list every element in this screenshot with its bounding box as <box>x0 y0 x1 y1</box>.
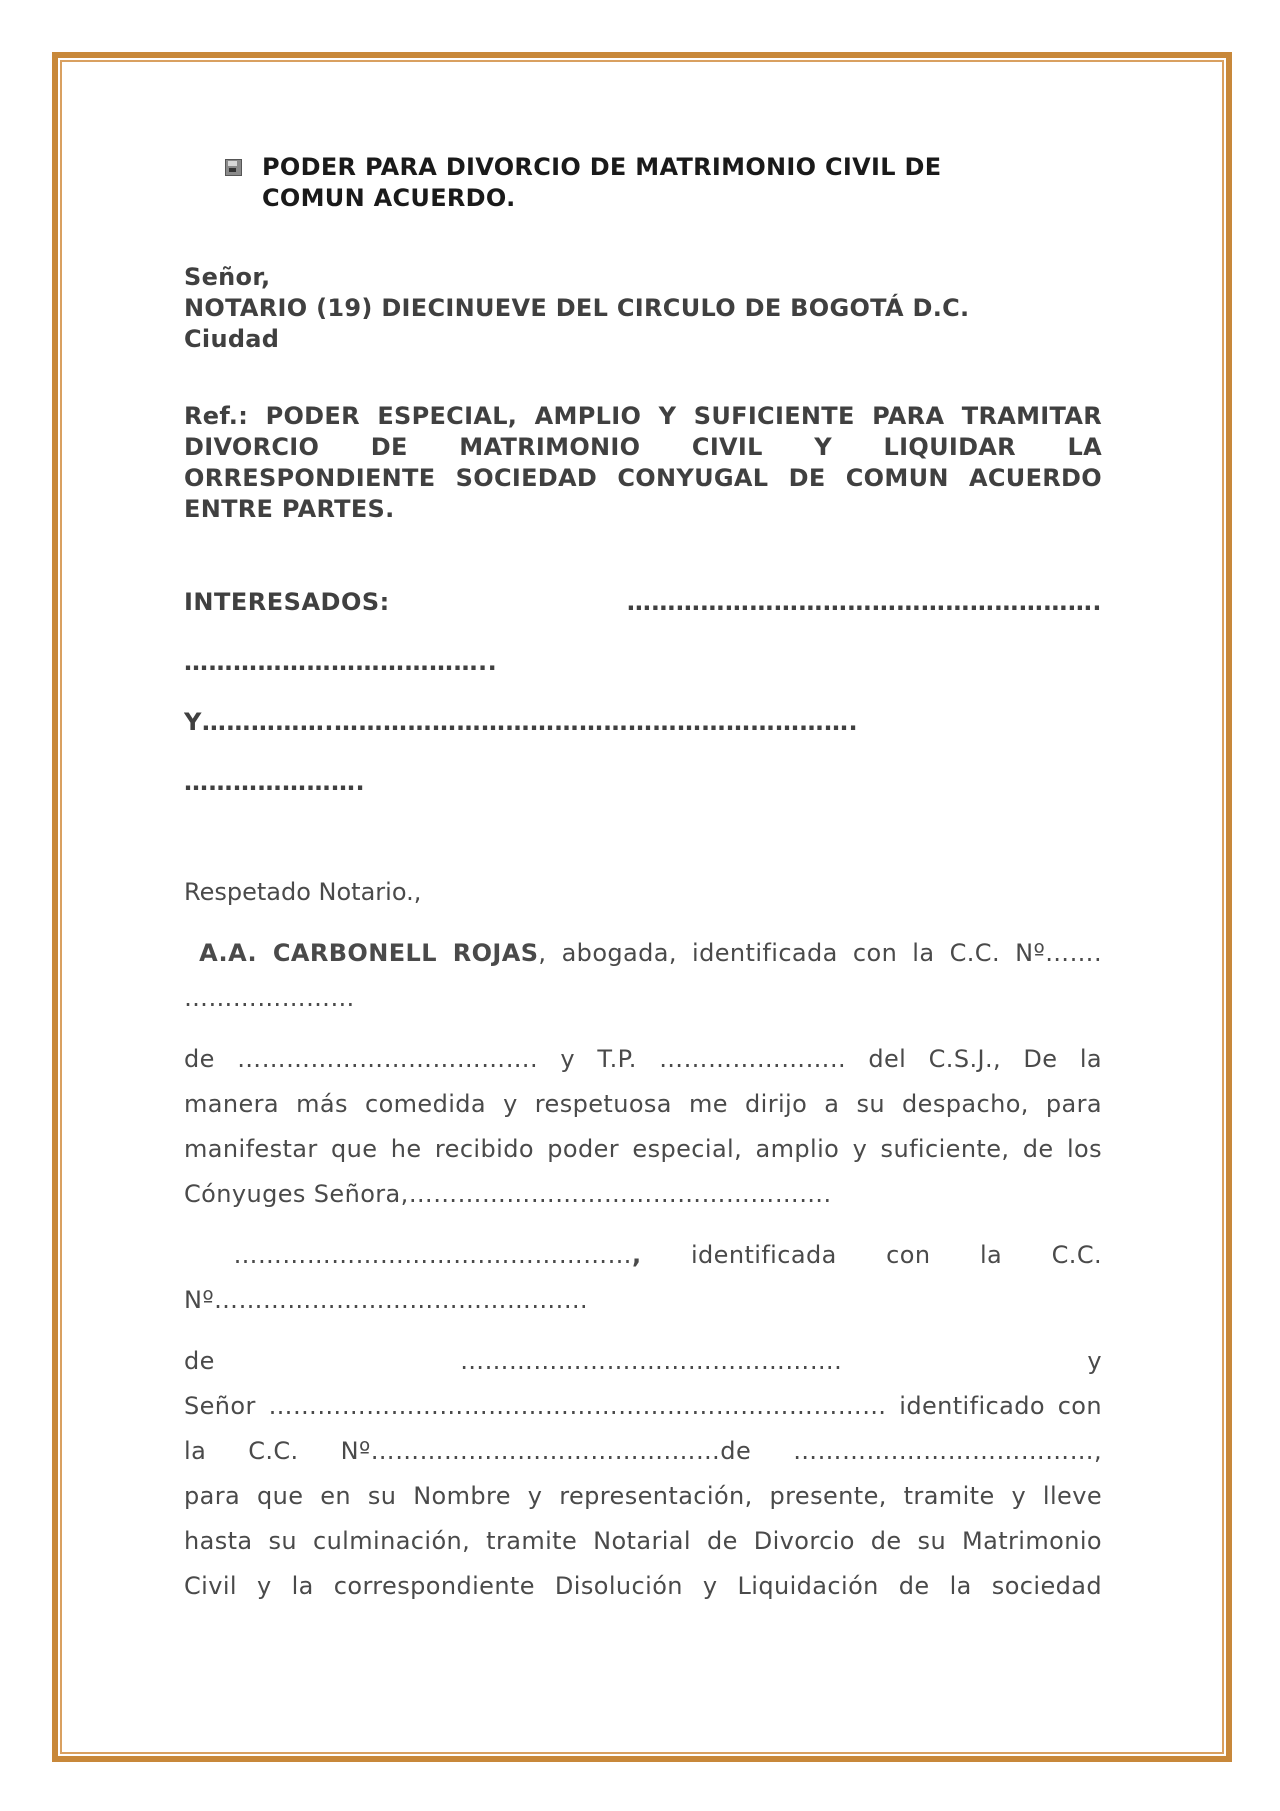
title-line-1: PODER PARA DIVORCIO DE MATRIMONIO CIVIL DE <box>262 153 942 181</box>
reference-line-3: ORRESPONDIENTE SOCIEDAD CONYUGAL DE COMUN ACUERDO <box>184 464 1102 492</box>
city: Ciudad <box>184 325 280 353</box>
interested-dots-2: ……………………………….. <box>184 648 498 676</box>
addressee-block <box>184 262 1102 355</box>
paragraph-4 <box>184 1339 1102 1609</box>
p1-line-2: ………………… <box>184 984 355 1012</box>
p4-line-5: hasta su culminación, tramite Notarial de Divorcio de su Matrimonio <box>184 1527 1102 1555</box>
p2-line-4: Cónyuges Señora,……………………………………………. <box>184 1180 832 1208</box>
reference-line-1: Ref.: PODER ESPECIAL, AMPLIO Y SUFICIENTE PARA TRAMITAR <box>184 402 1102 430</box>
p3-rest: identificada con la C.C. <box>641 1241 1103 1269</box>
paragraph-1 <box>184 931 1102 1021</box>
document-title <box>224 152 1102 214</box>
lawyer-name: A.A. CARBONELL ROJAS <box>199 939 539 967</box>
reference-line-4: ENTRE PARTES. <box>184 495 395 523</box>
notary-name: NOTARIO (19) DIECINUEVE DEL CIRCULO DE BOGOTÁ D.C. <box>184 294 970 322</box>
bullet-icon <box>224 158 242 176</box>
greeting: Respetado Notario., <box>184 878 422 906</box>
p4-line-4: para que en su Nombre y representación, presente, tramite y lleve <box>184 1482 1102 1510</box>
title-line-2: COMUN ACUERDO. <box>262 184 516 212</box>
p4-line-1 <box>184 1339 1102 1384</box>
p2-line-1: de ………………………………. y T.P. ………………….. del C.S.J., De la <box>184 1045 1102 1073</box>
paragraph-3 <box>184 1233 1102 1323</box>
salutation: Señor, <box>184 263 271 291</box>
p3-comma: , <box>631 1241 642 1269</box>
interested-label: INTERESADOS: <box>184 588 390 616</box>
interested-row <box>184 587 1102 618</box>
p3-dots: ………………………….……………… <box>233 1241 632 1269</box>
interested-dots-1: …………………………………………………. <box>626 588 1102 616</box>
p2-line-3: manifestar que he recibido poder especial, amplio y suficiente, de los <box>184 1135 1102 1163</box>
p4-y: y <box>1087 1347 1102 1375</box>
p4-de: de <box>184 1347 215 1375</box>
p4-dots: ………………….……………………. <box>460 1347 843 1375</box>
p1-after-name: , abogada, identificada con la C.C. Nº……. <box>538 939 1102 967</box>
p3-line-2: Nº…………………………………….… <box>184 1286 589 1314</box>
document-body <box>184 152 1102 1609</box>
interested-dots-3: …………………. <box>184 768 366 796</box>
interested-y-line: Y…………….………………………………………………………. <box>184 708 859 736</box>
p4-line-6: Civil y la correspondiente Disolución y Liquidación de la sociedad <box>184 1572 1102 1600</box>
reference-block <box>184 401 1102 525</box>
p2-line-2: manera más comedida y respetuosa me dirijo a su despacho, para <box>184 1090 1102 1118</box>
p4-line-3: la C.C. Nº……………………………….……de ………….……………………, <box>184 1437 1102 1465</box>
reference-line-2: DIVORCIO DE MATRIMONIO CIVIL Y LIQUIDAR LA <box>184 433 1102 461</box>
p4-line-2: Señor ………………………….……………………………………… identificado con <box>184 1392 1102 1420</box>
paragraph-2 <box>184 1037 1102 1217</box>
